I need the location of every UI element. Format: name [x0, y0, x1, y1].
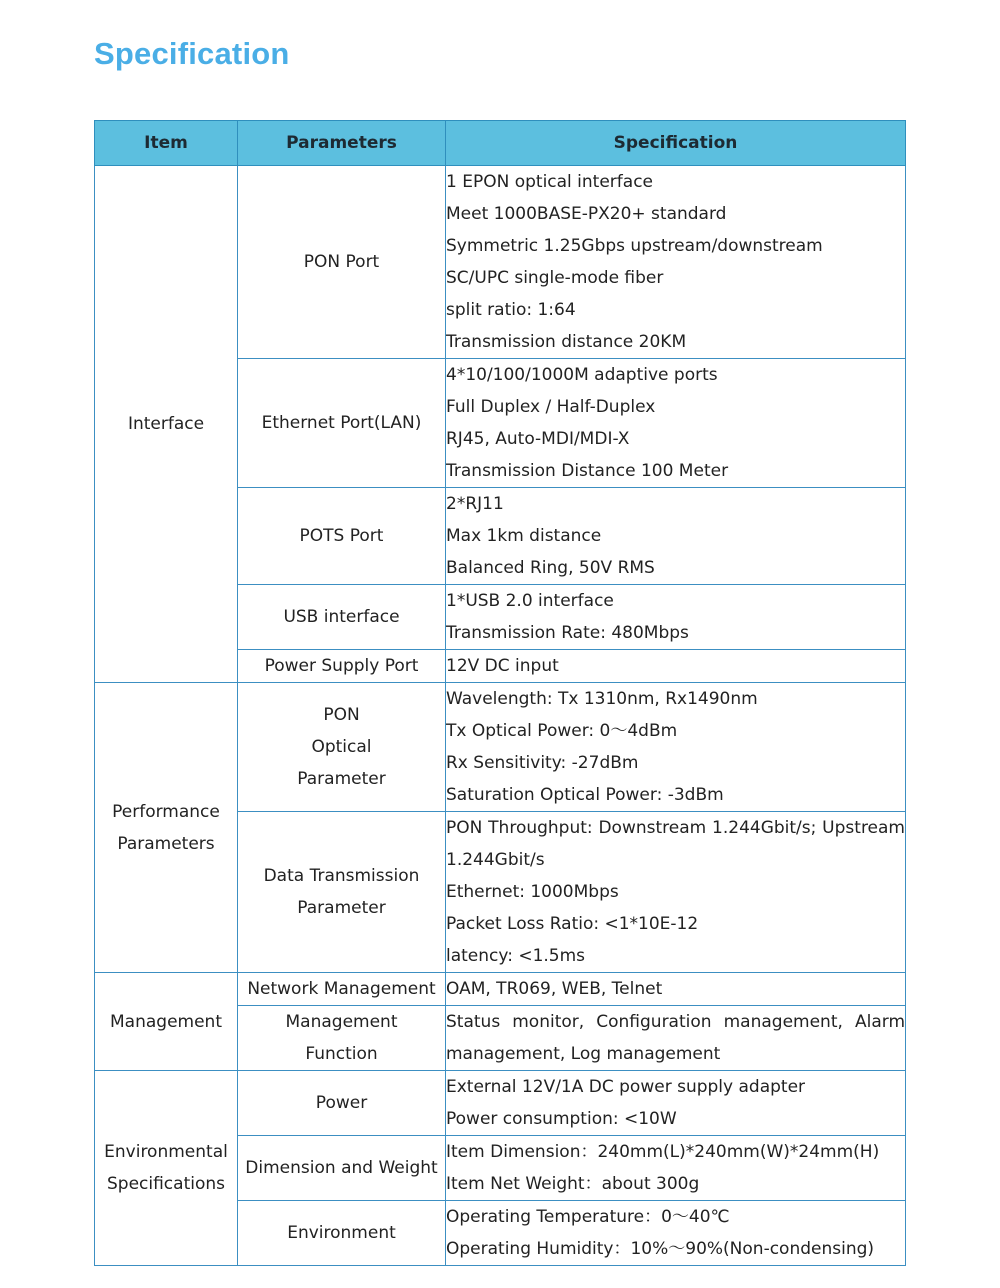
param-line: Power: [315, 1093, 368, 1113]
param-line: Function: [305, 1044, 378, 1064]
spec-line: Transmission distance 20KM: [446, 332, 687, 352]
param-line: Power Supply Port: [264, 656, 419, 676]
spec-line: SC/UPC single-mode fiber: [446, 268, 664, 288]
spec-line: Operating Temperature：0～40℃: [446, 1207, 730, 1227]
spec-cell: [446, 166, 906, 359]
param-cell: [238, 1006, 446, 1071]
page-title: Specification: [94, 36, 290, 71]
spec-line: Max 1km distance: [446, 526, 602, 546]
spec-line: Symmetric 1.25Gbps upstream/downstream: [446, 236, 823, 256]
spec-line: External 12V/1A DC power supply adapter: [446, 1077, 806, 1097]
param-line: Management: [285, 1012, 398, 1032]
spec-line: Saturation Optical Power: -3dBm: [446, 785, 724, 805]
spec-line: Power consumption: <10W: [446, 1109, 677, 1129]
header-item: Item: [95, 121, 238, 166]
item-cell-interface: Interface: [95, 166, 238, 683]
item-line: Performance: [112, 801, 220, 822]
param-cell: [238, 1136, 446, 1201]
spec-line: Operating Humidity：10%～90%(Non-condensing): [446, 1239, 875, 1259]
spec-cell: [446, 488, 906, 585]
spec-line: 1*USB 2.0 interface: [446, 591, 614, 611]
item-line: Parameters: [117, 833, 215, 854]
item-line: Specifications: [106, 1174, 225, 1194]
spec-line: 4*10/100/1000M adaptive ports: [446, 365, 718, 385]
param-line: POTS Port: [299, 526, 384, 546]
spec-line: Item Net Weight：about 300g: [446, 1174, 700, 1194]
param-cell: [238, 1201, 446, 1266]
param-cell: [238, 488, 446, 585]
param-line: PON: [323, 705, 360, 725]
item-cell-environmental: [95, 1071, 238, 1266]
table-row: [95, 683, 906, 812]
spec-line: 12V DC input: [446, 656, 559, 676]
spec-cell: [446, 973, 906, 1006]
spec-line: 2*RJ11: [446, 494, 504, 514]
param-cell: [238, 1071, 446, 1136]
spec-line: Wavelength: Tx 1310nm, Rx1490nm: [446, 689, 758, 709]
spec-line: 1 EPON optical interface: [446, 172, 654, 192]
spec-line: Status monitor, Configuration management, Alarm management, Log management: [446, 1012, 905, 1064]
spec-line: Ethernet: 1000Mbps: [446, 882, 619, 902]
spec-cell: [446, 812, 906, 973]
param-cell: [238, 812, 446, 973]
header-specification: Specification: [446, 121, 906, 166]
spec-line: Packet Loss Ratio: <1*10E-12: [446, 914, 699, 934]
item-line: Environmental: [104, 1142, 228, 1162]
specification-table: [94, 120, 906, 1266]
spec-cell: [446, 1071, 906, 1136]
param-line: PON Port: [303, 252, 380, 272]
param-cell: [238, 359, 446, 488]
param-cell: [238, 683, 446, 812]
spec-cell: [446, 585, 906, 650]
spec-line: Transmission Rate: 480Mbps: [446, 623, 689, 643]
param-line: Optical: [311, 737, 372, 757]
spec-line: PON Throughput: Downstream 1.244Gbit/s; Upstream 1.244Gbit/s: [446, 818, 905, 870]
param-line: Environment: [287, 1223, 396, 1243]
spec-cell: [446, 1006, 906, 1071]
spec-cell: [446, 650, 906, 683]
param-line: Network Management: [247, 979, 436, 999]
item-cell-management: Management: [95, 973, 238, 1071]
spec-line: Full Duplex / Half-Duplex: [446, 397, 656, 417]
param-cell: [238, 585, 446, 650]
spec-cell: [446, 683, 906, 812]
spec-line: Item Dimension：240mm(L)*240mm(W)*24mm(H): [446, 1142, 880, 1162]
spec-cell: [446, 1201, 906, 1266]
spec-line: Rx Sensitivity: -27dBm: [446, 753, 639, 773]
spec-line: RJ45, Auto-MDI/MDI-X: [446, 429, 630, 449]
table-row: [95, 166, 906, 359]
spec-line: Transmission Distance 100 Meter: [446, 461, 729, 481]
param-line: Parameter: [297, 898, 386, 918]
spec-line: latency: <1.5ms: [446, 946, 586, 966]
param-line: Ethernet Port(LAN): [261, 413, 422, 433]
spec-cell: [446, 359, 906, 488]
spec-line: OAM, TR069, WEB, Telnet: [446, 979, 663, 999]
spec-line: split ratio: 1:64: [446, 300, 576, 320]
spec-line: Balanced Ring, 50V RMS: [446, 558, 655, 578]
header-parameters: Parameters: [238, 121, 446, 166]
param-line: Parameter: [297, 769, 386, 789]
param-line: Dimension and Weight: [245, 1158, 438, 1178]
table-row: [95, 1071, 906, 1136]
param-cell: [238, 650, 446, 683]
item-cell-performance: [95, 683, 238, 973]
param-line: USB interface: [283, 607, 400, 627]
spec-line: Tx Optical Power: 0～4dBm: [446, 721, 678, 741]
param-line: Data Transmission: [263, 866, 420, 886]
param-cell: [238, 166, 446, 359]
param-cell: [238, 973, 446, 1006]
spec-cell: [446, 1136, 906, 1201]
table-row: [95, 973, 906, 1006]
table-header-row: [95, 121, 906, 166]
spec-line: Meet 1000BASE-PX20+ standard: [446, 204, 727, 224]
